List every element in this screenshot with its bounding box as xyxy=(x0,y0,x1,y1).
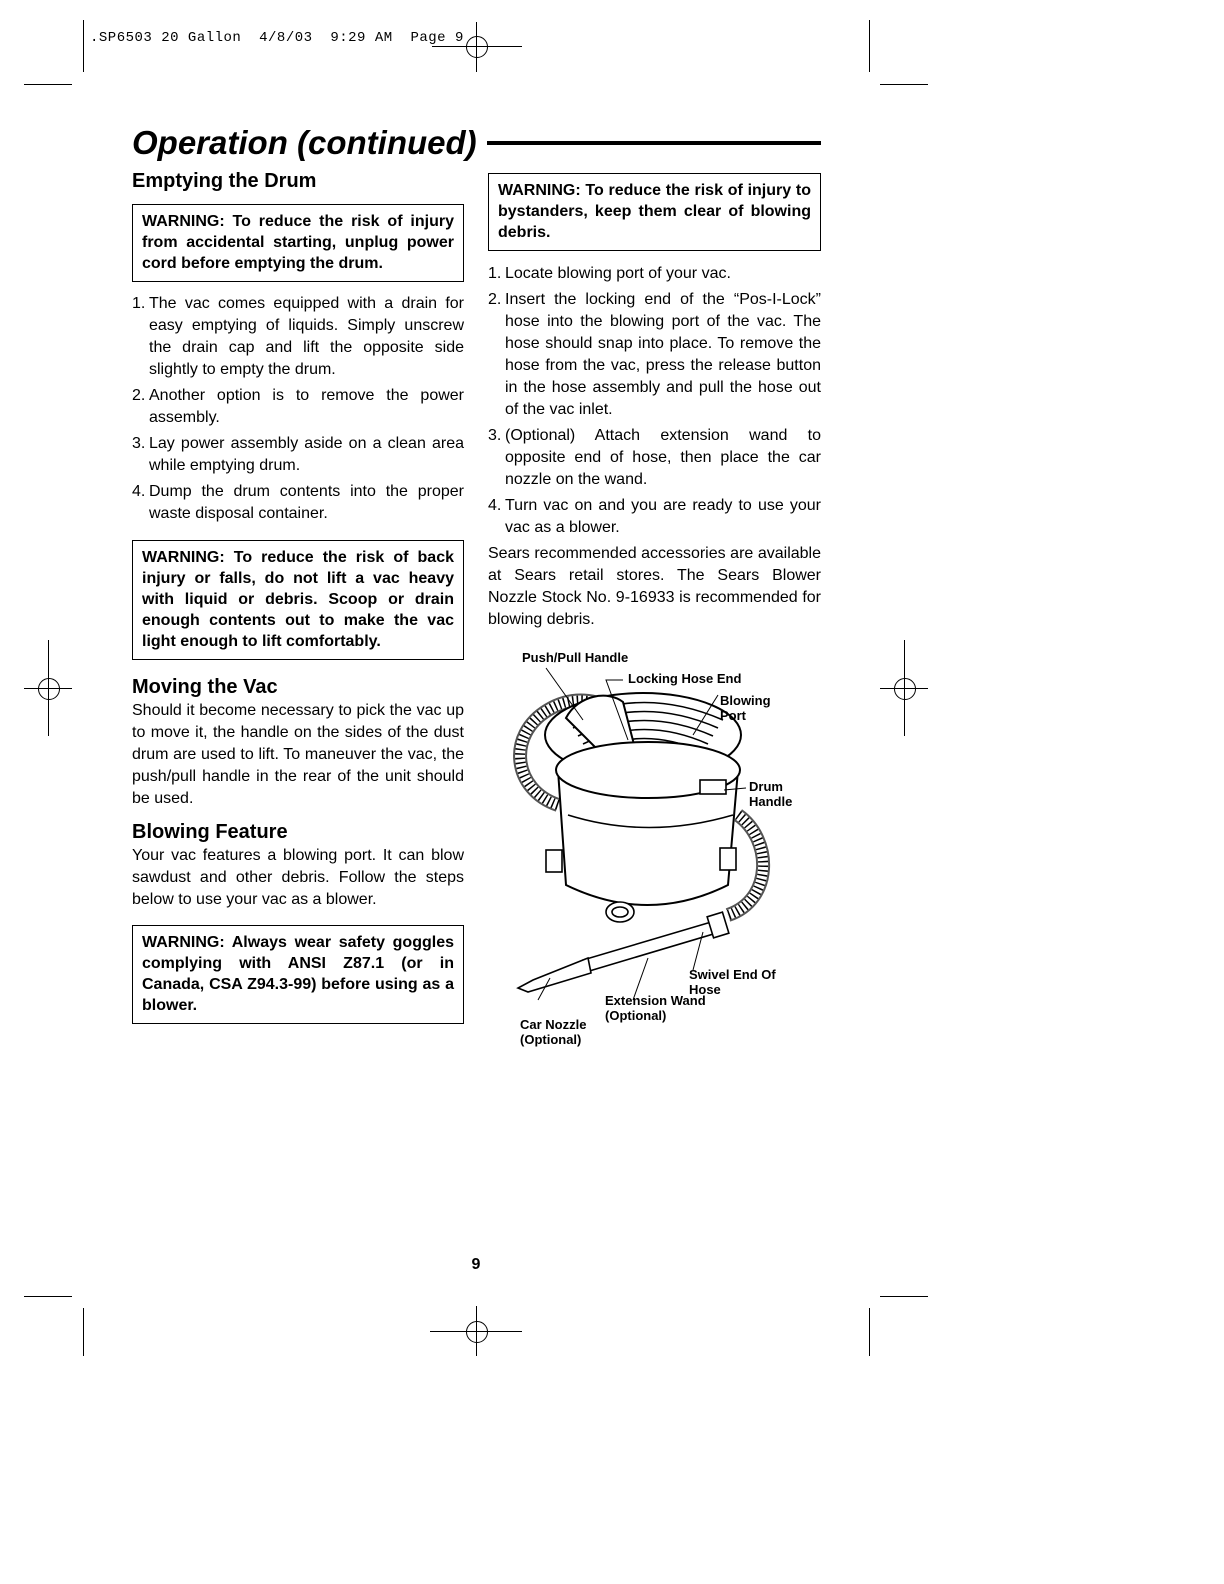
left-column xyxy=(132,168,464,1024)
label-locking-hose-end: Locking Hose End xyxy=(628,671,742,686)
vac-blower-diagram xyxy=(488,640,821,1060)
list-item: 1. Locate blowing port of your vac. xyxy=(488,265,731,282)
moving-text: Should it become necessary to pick the vac up to move it, the handle on the sides of the dust drum are used to lift. To maneuver the vac, the push/pull handle in the rear of the unit should be used. xyxy=(132,702,464,807)
blowing-heading: Blowing Feature xyxy=(132,821,288,843)
emptying-steps xyxy=(132,293,464,525)
moving-heading: Moving the Vac xyxy=(132,676,278,698)
warning-box-bystanders: WARNING: To reduce the risk of injury to bystanders, keep them clear of blowing debris. xyxy=(488,173,821,251)
warning-box-emptying: WARNING: To reduce the risk of injury from accidental starting, unplug power cord before emptying the drum. xyxy=(132,204,464,282)
list-item: 1. The vac comes equipped with a drain for easy emptying of liquids. Simply unscrew the drain cap and lift the opposite side slightly to empty the drum. xyxy=(132,295,464,378)
blowing-text: Your vac features a blowing port. It can blow sawdust and other debris. Follow the steps below to use your vac as a blower. xyxy=(132,847,464,908)
blower-steps xyxy=(488,263,821,539)
emptying-heading: Emptying the Drum xyxy=(132,170,317,192)
print-slug: .SP6503 20 Gallon 4/8/03 9:29 AM Page 9 xyxy=(90,30,464,46)
page-number: 9 xyxy=(471,1256,481,1273)
label-drum-handle: Drum Handle xyxy=(749,779,793,809)
warning-box-goggles: WARNING: Always wear safety goggles complying with ANSI Z87.1 (or in Canada, CSA Z94.3-99) before using as a blower. xyxy=(132,925,464,1024)
label-extension-wand: Extension Wand (Optional) xyxy=(605,993,706,1023)
right-column xyxy=(488,173,821,631)
list-item: 3. (Optional) Attach extension wand to opposite end of hose, then place the car nozzle on the wand. xyxy=(488,427,821,488)
warning-box-lifting: WARNING: To reduce the risk of back injury or falls, do not lift a vac heavy with liquid or debris. Scoop or drain enough contents out to make the vac light enough to lift comfortably. xyxy=(132,540,464,660)
title-rule xyxy=(487,141,821,145)
accessories-text: Sears recommended accessories are available at Sears retail stores. The Sears Blower Nozzle Stock No. 9-16933 is recommended for blowing debris. xyxy=(488,545,821,628)
label-push-pull-handle: Push/Pull Handle xyxy=(522,650,629,665)
page-title: Operation (continued) xyxy=(132,124,477,161)
list-item: 3. Lay power assembly aside on a clean area while emptying drum. xyxy=(132,435,464,474)
label-car-nozzle: Car Nozzle (Optional) xyxy=(520,1017,587,1047)
list-item: 4. Dump the drum contents into the proper waste disposal container. xyxy=(132,483,464,522)
list-item: 4. Turn vac on and you are ready to use your vac as a blower. xyxy=(488,497,821,536)
label-blowing-port: Blowing Port xyxy=(720,693,771,723)
label-swivel-end: Swivel End Of Hose xyxy=(689,967,776,997)
list-item: 2. Another option is to remove the power assembly. xyxy=(132,387,464,426)
list-item: 2. Insert the locking end of the “Pos-I-Lock” hose into the blowing port of the vac. The hose should snap into place. To remove the hose from the vac, press the release button in the hose assembly and pull the hose out of the vac inlet. xyxy=(488,291,821,418)
